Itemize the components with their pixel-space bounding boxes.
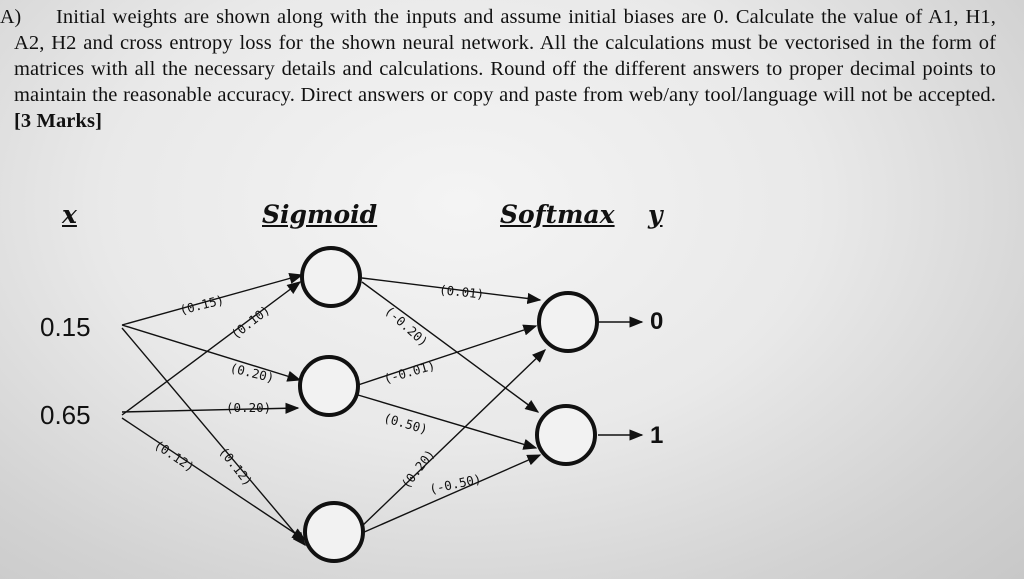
weight-w10: (0.50) bbox=[381, 410, 430, 437]
weight-w6: (0.12) bbox=[216, 444, 256, 489]
sigmoid-layer-label: Sigmoid bbox=[262, 200, 378, 229]
weight-w11: (0.20) bbox=[398, 446, 438, 492]
weight-w7: (0.01) bbox=[438, 282, 485, 302]
edge-h1-o2 bbox=[362, 282, 538, 412]
input-value-2: 0.65 bbox=[40, 400, 91, 430]
output-node-2 bbox=[537, 406, 595, 464]
weight-w12: (-0.50) bbox=[428, 471, 483, 497]
weight-w8: (-0.20) bbox=[381, 303, 432, 350]
output-value-1: 0 bbox=[650, 308, 664, 335]
weight-w2: (0.10) bbox=[228, 302, 273, 342]
output-node-1 bbox=[539, 293, 597, 351]
hidden-node-3 bbox=[305, 503, 363, 561]
output-value-2: 1 bbox=[650, 422, 664, 449]
weight-w4: (0.20) bbox=[226, 400, 272, 415]
weight-w3: (0.20) bbox=[228, 360, 276, 386]
edge-h3-o2 bbox=[362, 455, 540, 533]
x-column-label: x bbox=[62, 200, 77, 229]
question-marks: [3 Marks] bbox=[14, 110, 103, 132]
question-label: A) bbox=[0, 6, 22, 28]
y-column-label: y bbox=[648, 200, 663, 229]
weight-w1: (0.15) bbox=[178, 292, 226, 318]
softmax-layer-label: Softmax bbox=[500, 200, 615, 229]
weight-w5: (0.12) bbox=[151, 437, 198, 475]
question-body: Initial weights are shown along with the inputs and assume initial biases are 0. Calculate the value of A1, H1, A2, H2 and cross entropy loss for the shown neural network. All the calculations must be vectorised in the form of matrices with all the necessary details and calculations. Round off the different answers to proper decimal points to maintain the reasonable accuracy. Direct answers or copy and paste from web/any tool/language will not be accepted. bbox=[14, 6, 996, 106]
hidden-node-2 bbox=[300, 357, 358, 415]
input-value-1: 0.15 bbox=[40, 312, 91, 342]
weight-w9: (-0.01) bbox=[382, 357, 437, 387]
edge-x2-h2 bbox=[122, 408, 298, 412]
hidden-node-1 bbox=[302, 248, 360, 306]
